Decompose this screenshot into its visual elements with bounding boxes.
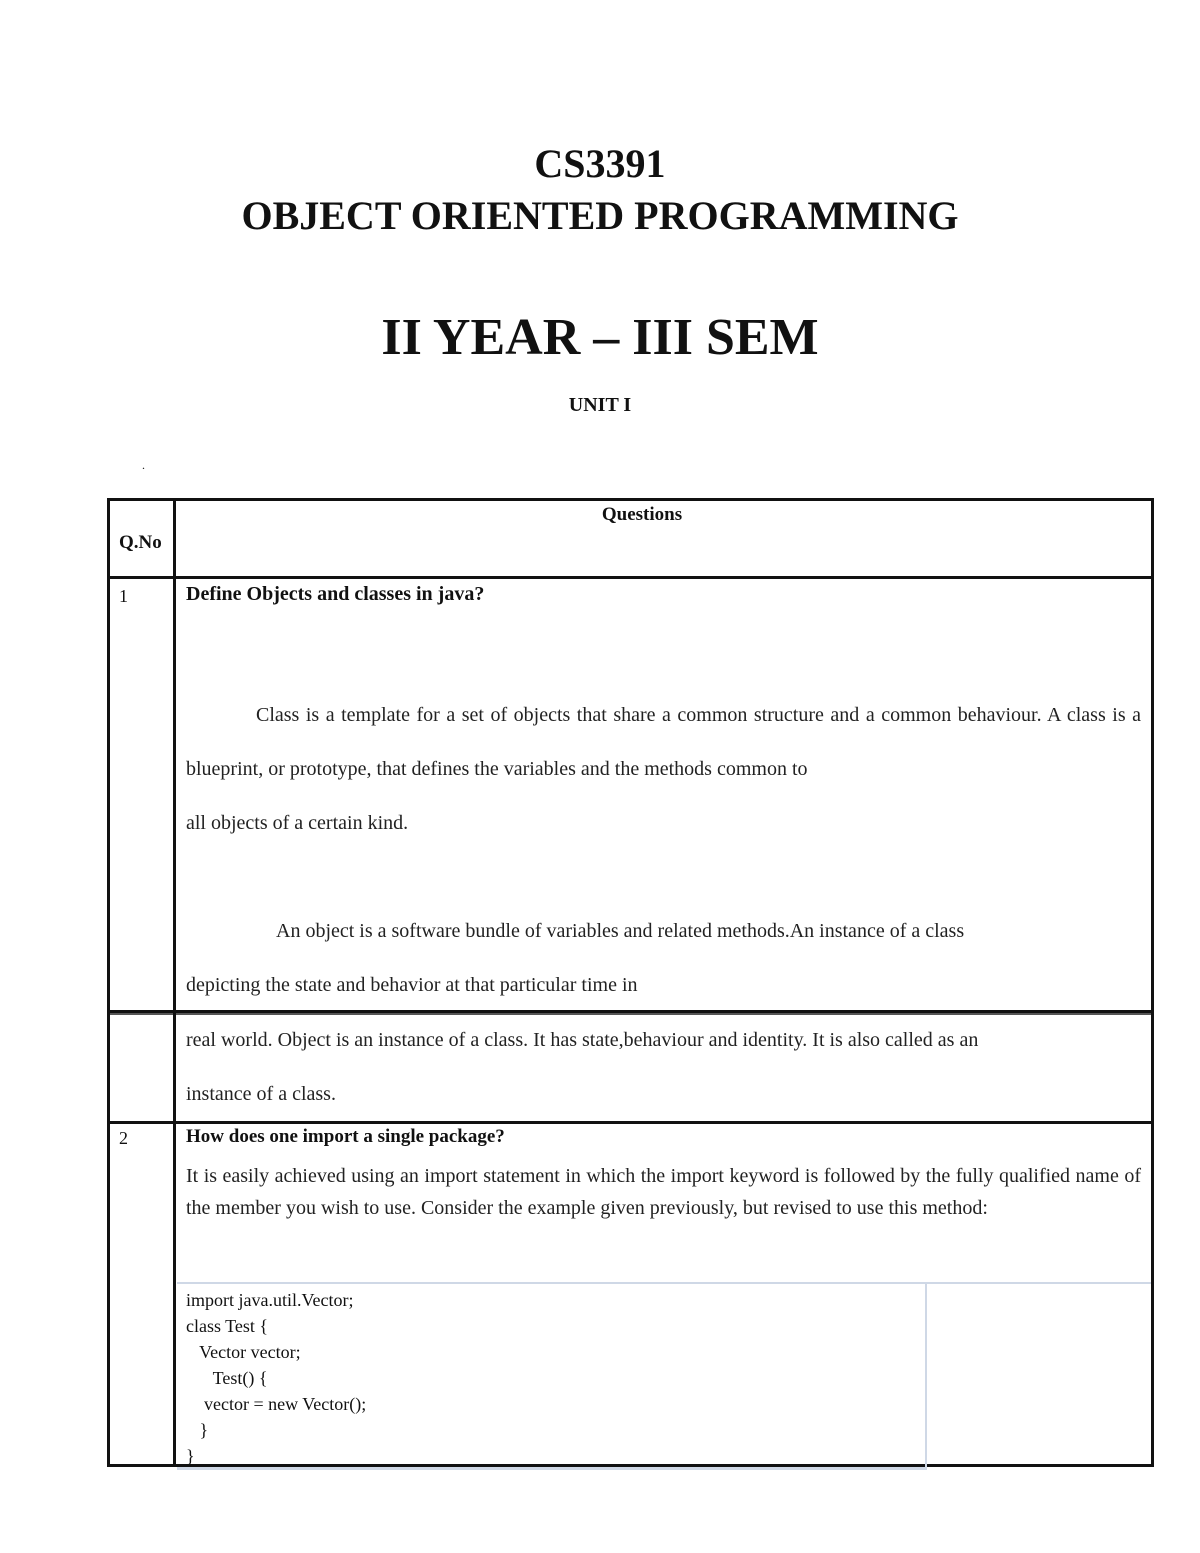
code-line: class Test {	[186, 1316, 269, 1336]
stray-dot: .	[142, 458, 145, 472]
question-title: How does one import a single package?	[186, 1126, 505, 1147]
answer-paragraph: depicting the state and behavior at that particular time in	[186, 974, 638, 996]
column-header-questions: Questions	[601, 504, 683, 525]
code-line: Test() {	[186, 1368, 268, 1388]
questions-table	[107, 498, 1154, 1467]
table-border-right	[1151, 498, 1154, 1467]
header-row-divider	[107, 576, 1154, 579]
column-divider	[173, 498, 176, 1467]
code-sample-box	[177, 1282, 927, 1470]
answer-paragraph: Class is a template for a set of objects that share a common structure and a common behaviour. A class is a blueprint, or prototype, that defines the variables and the methods common to	[186, 704, 1141, 780]
code-sample	[186, 1287, 366, 1469]
code-line: }	[186, 1446, 195, 1466]
code-line: vector = new Vector();	[186, 1394, 367, 1414]
answer-paragraph: real world. Object is an instance of a class. It has state,behaviour and identity. It is also called as an	[186, 1029, 979, 1051]
question-number: 1	[119, 586, 128, 606]
year-semester: II YEAR – III SEM	[381, 309, 819, 366]
table-border-top	[107, 498, 1154, 501]
column-header-qno: Q.No	[119, 532, 162, 553]
row-divider	[107, 1121, 1154, 1124]
question-number: 2	[119, 1128, 128, 1148]
code-line: import java.util.Vector;	[186, 1290, 354, 1310]
question-title: Define Objects and classes in java?	[186, 583, 485, 605]
answer-paragraph: instance of a class.	[186, 1083, 336, 1105]
unit-heading: UNIT I	[568, 394, 632, 416]
table-border-left	[107, 498, 110, 1467]
answer-paragraph: An object is a software bundle of variables and related methods.An instance of a class	[276, 920, 965, 942]
code-line: }	[186, 1420, 209, 1440]
code-line: Vector vector;	[186, 1342, 301, 1362]
answer-paragraph: It is easily achieved using an import statement in which the import keyword is followed by the fully qualified name of the member you wish to use. Consider the example given previously, but revised to use this method:	[186, 1165, 1141, 1219]
answer-paragraph: all objects of a certain kind.	[186, 812, 409, 834]
course-code: CS3391	[534, 141, 666, 186]
course-title: OBJECT ORIENTED PROGRAMMING	[241, 193, 959, 238]
code-box-border	[925, 1282, 1151, 1284]
